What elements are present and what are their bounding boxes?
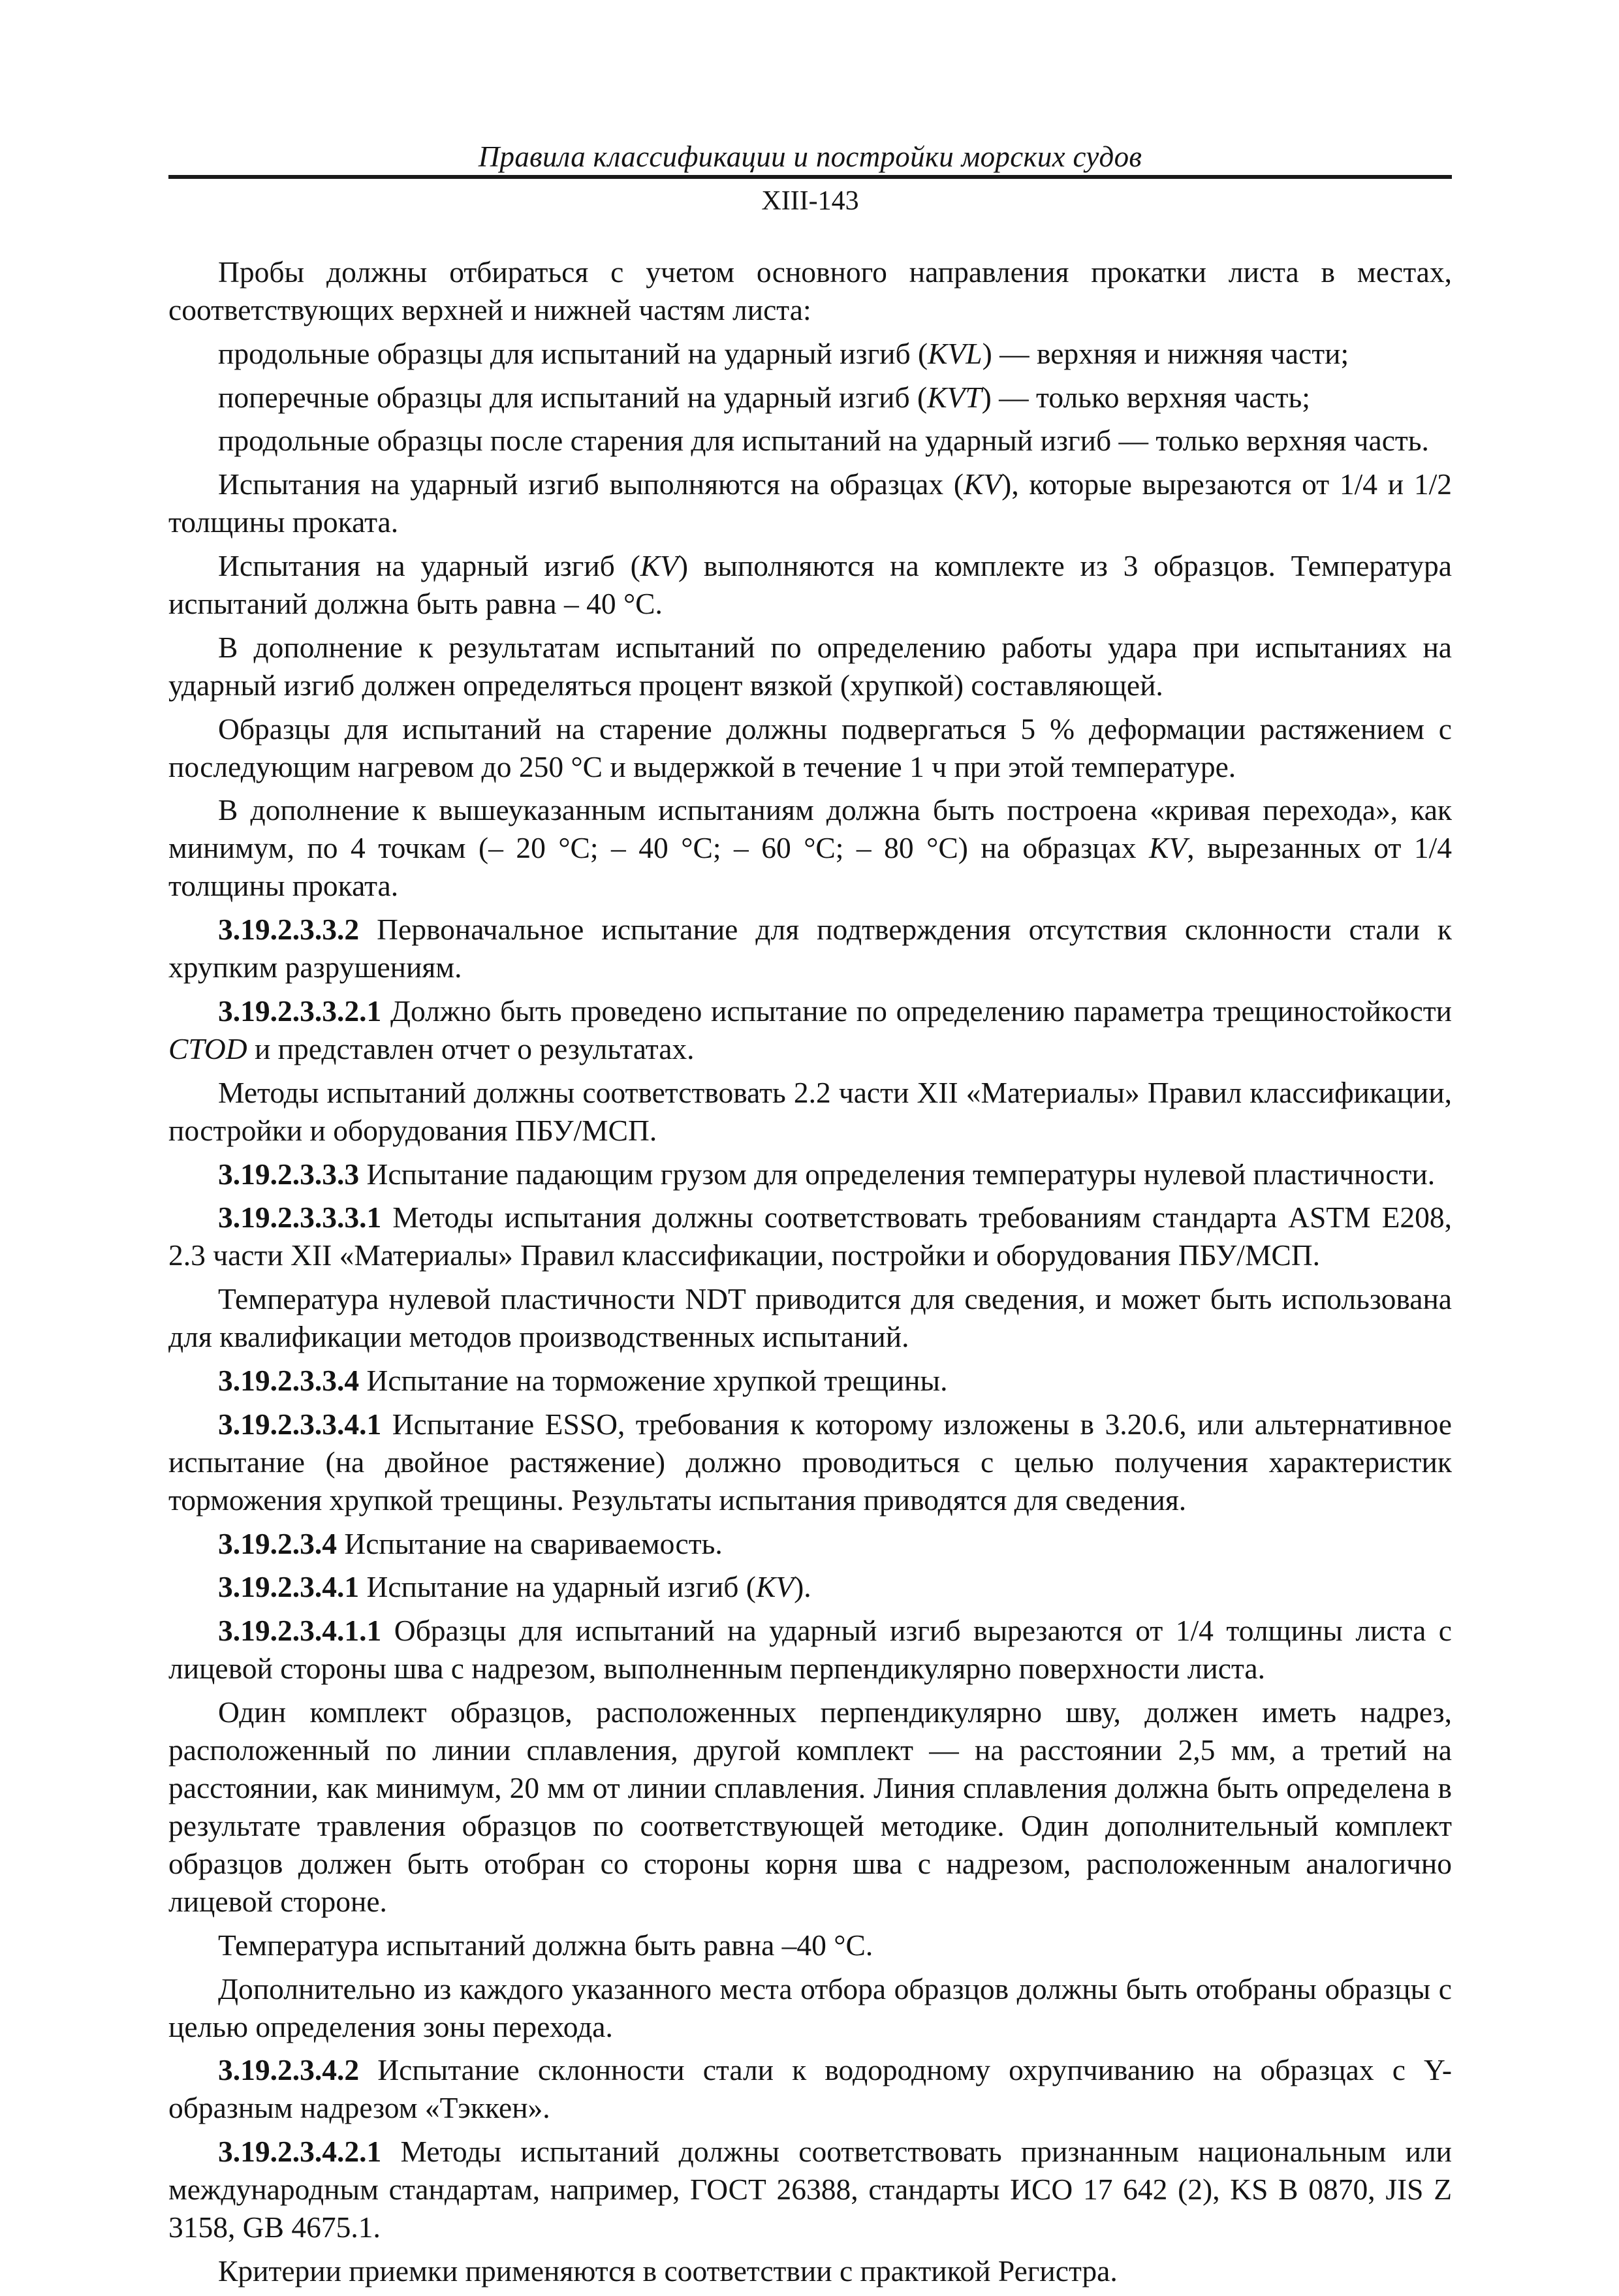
clause-number: 3.19.2.3.4: [218, 1526, 337, 1560]
clause-number: 3.19.2.3.3.2: [218, 913, 360, 947]
text-run: продольные образцы для испытаний на ударный изгиб (: [218, 336, 928, 370]
text-run: Температура испытаний должна быть равна –40 °С.: [218, 1928, 873, 1962]
paragraph-p10: [168, 911, 1452, 986]
clause-number: 3.19.2.3.4.2: [218, 2053, 360, 2087]
clause-number: 3.19.2.3.3.3: [218, 1157, 360, 1191]
clause-number: 3.19.2.3.4.1: [218, 1570, 360, 1604]
text-run: Испытание на торможение хрупкой трещины.: [359, 1363, 948, 1397]
paragraph-p20: [168, 1612, 1452, 1688]
text-run: Испытания на ударный изгиб (: [218, 548, 640, 582]
text-run: ), которые вырезаются от 1/4 и 1/2 толщины проката.: [168, 467, 1452, 539]
text-run: продольные образцы после старения для испытаний на ударный изгиб — только верхняя часть.: [218, 424, 1429, 458]
clause-number: 3.19.2.3.3.2.1: [218, 994, 382, 1028]
text-run: Образцы для испытаний на старение должны подвергаться 5 % деформации растяжением с последующим нагревом до 250 °С и выдержкой в течение 1 ч при этой температуре.: [168, 712, 1452, 783]
page-number: XIII-143: [761, 186, 859, 216]
text-run: Первоначальное испытание для подтверждения отсутствия склонности стали к хрупким разрушениям.: [168, 913, 1452, 984]
clause-number: 3.19.2.3.3.4.1: [218, 1407, 382, 1441]
italic-term: KVT: [927, 380, 982, 414]
body-text: [168, 253, 1452, 2296]
text-run: ) — только верхняя часть;: [981, 380, 1310, 414]
text-run: Испытание падающим грузом для определения температуры нулевой пластичности.: [359, 1157, 1436, 1191]
text-run: Должно быть проведено испытание по определению параметра трещиностойкости: [381, 994, 1452, 1028]
paragraph-p7: [168, 629, 1452, 704]
text-run: Один комплект образцов, расположенных перпендикулярно шву, должен иметь надрез, расположенный по линии сплавления, другой комплект — на расстоянии 2,5 мм, а третий на расстоянии, как минимум, 20 мм от линии сплавления. Линия сплавления должна быть определена в результате травления образцов по соответствующей методике. Один дополнительный комплект образцов должен быть отобран со стороны корня шва с надрезом, расположенным аналогично лицевой стороне.: [168, 1695, 1452, 1918]
text-run: Испытания на ударный изгиб выполняются на образцах (: [218, 467, 964, 501]
italic-term: KV: [1149, 831, 1187, 865]
text-run: ) — верхняя и нижняя части;: [982, 336, 1349, 370]
text-run: , вырезанных от 1/4 толщины проката.: [168, 831, 1453, 903]
text-run: В дополнение к вышеуказанным испытаниям должна быть построена «кривая перехода», как минимум, по 4 точкам (– 20 °С; – 40 °С; – 60 °С; – 80 °С) на образцах: [168, 793, 1452, 865]
paragraph-p22: [168, 1926, 1452, 1964]
text-run: Температура нулевой пластичности NDT приводится для сведения, и может быть использована для квалификации методов производственных испытаний.: [168, 1282, 1452, 1354]
text-run: Дополнительно из каждого указанного места отбора образцов должны быть отобраны образцы с целью определения зоны перехода.: [168, 1972, 1452, 2043]
paragraph-p16: [168, 1362, 1452, 1400]
paragraph-p14: [168, 1199, 1452, 1274]
text-run: ).: [794, 1570, 811, 1604]
italic-term: KVL: [928, 336, 982, 370]
italic-term: KV: [640, 548, 678, 582]
text-run: Испытание склонности стали к водородному охрупчиванию на образцах с Y-образным надрезом «Тэккен».: [168, 2053, 1452, 2125]
paragraph-p8: [168, 710, 1452, 786]
text-run: Испытание ESSO, требования к которому изложены в 3.20.6, или альтернативное испытание (на двойное растяжение) должно проводиться с целью получения характеристик торможения хрупкой трещины. Результаты испытания приводятся для сведения.: [168, 1407, 1452, 1517]
paragraph-p17: [168, 1406, 1452, 1519]
text-run: Методы испытаний должны соответствовать 2.2 части XII «Материалы» Правил классификации, постройки и оборудования ПБУ/МСП.: [168, 1075, 1452, 1147]
paragraph-p24: [168, 2051, 1452, 2127]
paragraph-p21: [168, 1693, 1452, 1921]
paragraph-p13: [168, 1156, 1452, 1193]
paragraph-p18: [168, 1525, 1452, 1563]
text-run: и представлен отчет о результатах.: [247, 1031, 695, 1065]
italic-term: CTOD: [168, 1031, 247, 1065]
text-run: ) выполняются на комплекте из 3 образцов. Температура испытаний должна быть равна – 40 °С.: [168, 548, 1453, 620]
text-run: Методы испытания должны соответствовать требованиям стандарта ASTM E208, 2.3 части XII «Материалы» Правил классификации, постройки и оборудования ПБУ/МСП.: [168, 1201, 1452, 1272]
paragraph-p19: [168, 1568, 1452, 1606]
clause-number: 3.19.2.3.4.1.1: [218, 1614, 382, 1648]
paragraph-p9: [168, 791, 1452, 905]
text-run: Образцы для испытаний на ударный изгиб вырезаются от 1/4 толщины листа с лицевой стороны шва с надрезом, выполненным перпендикулярно поверхности листа.: [168, 1614, 1452, 1686]
paragraph-p23: [168, 1970, 1452, 2046]
paragraph-p26: [168, 2252, 1452, 2290]
paragraph-p4: [168, 422, 1452, 460]
running-header: Правила классификации и постройки морских судов: [478, 140, 1142, 173]
paragraph-p15: [168, 1280, 1452, 1356]
italic-term: KV: [755, 1570, 794, 1604]
text-run: Испытание на свариваемость.: [337, 1526, 723, 1560]
text-run: Пробы должны отбираться с учетом основного направления прокатки листа в местах, соответствующих верхней и нижней частям листа:: [168, 255, 1452, 326]
text-run: Испытание на ударный изгиб (: [359, 1570, 756, 1604]
clause-number: 3.19.2.3.3.4: [218, 1363, 360, 1397]
paragraph-p6: [168, 547, 1452, 623]
paragraph-p11: [168, 992, 1452, 1068]
paragraph-p3: [168, 379, 1452, 417]
clause-number: 3.19.2.3.4.2.1: [218, 2135, 382, 2169]
paragraph-p1: [168, 253, 1452, 329]
paragraph-p25: [168, 2133, 1452, 2246]
text-run: Методы испытаний должны соответствовать признанным национальным или международным стандартам, например, ГОСТ 26388, стандарты ИСО 17 642 (2), KS B 0870, JIS Z 3158, GB 4675.1.: [168, 2135, 1452, 2244]
text-run: поперечные образцы для испытаний на ударный изгиб (: [218, 380, 928, 414]
header-rule: [168, 175, 1452, 179]
italic-term: KV: [964, 467, 1002, 501]
clause-number: 3.19.2.3.3.3.1: [218, 1201, 382, 1234]
paragraph-p5: [168, 465, 1452, 541]
paragraph-p2: [168, 335, 1452, 373]
paragraph-p12: [168, 1074, 1452, 1150]
text-run: В дополнение к результатам испытаний по определению работы удара при испытаниях на ударный изгиб должен определяться процент вязкой (хрупкой) составляющей.: [168, 630, 1452, 702]
text-run: Критерии приемки применяются в соответствии с практикой Регистра.: [218, 2254, 1118, 2288]
